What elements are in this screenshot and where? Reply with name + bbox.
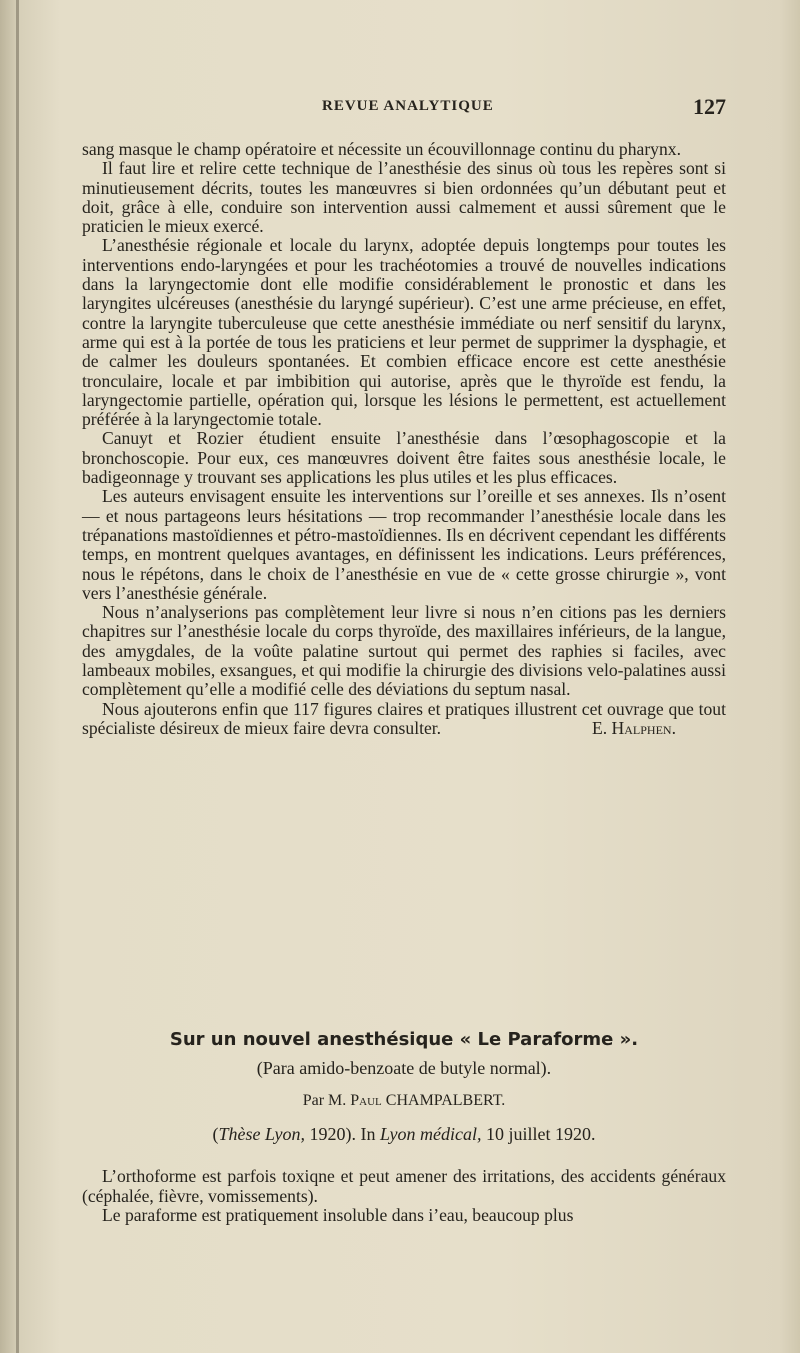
- review-heading-block: [82, 1028, 726, 1146]
- paragraph-1: sang masque le champ opératoire et nécessite un écouvillonnage continu du pharynx.: [82, 139, 681, 159]
- author-first-name: Paul: [350, 1092, 382, 1109]
- review-subtitle: (Para amido-benzoate de butyle normal).: [256, 1058, 552, 1078]
- author-prefix: Par M.: [302, 1092, 347, 1109]
- review-source: [82, 1122, 726, 1146]
- reviewer-signature: E. Halphen.: [592, 717, 676, 738]
- page-binding-edge: [16, 0, 19, 1353]
- source-date: 10 juillet 1920.: [481, 1124, 596, 1144]
- source-open: (: [212, 1124, 219, 1144]
- review-title: Sur un nouvel anesthésique « Le Paraforme ».: [169, 1029, 639, 1050]
- paragraph-9: Le paraforme est pratiquement insoluble dans i’eau, beaucoup plus: [102, 1205, 574, 1226]
- source-journal: Lyon médical,: [380, 1124, 482, 1144]
- source-these: Thèse Lyon,: [218, 1124, 305, 1144]
- paragraph-4: Canuyt et Rozier étudient ensuite l’anesthésie dans l’œsophagoscopie et la bronchoscopie. Pour eux, ces manœuvres doivent être faites sous anesthésie locale, le badigeonnage y trouvant ses applications les plus utiles et les plus efficaces.: [82, 428, 726, 488]
- paragraph-2: Il faut lire et relire cette technique de l’anesthésie des sinus où tous les repères sont si minutieusement décrits, toutes les manœuvres si bien ordonnées qu’un débutant peut et doit, grâce à elle, conduire son intervention aussi calmement et aussi sûrement que le praticien le mieux exercé.: [82, 158, 726, 237]
- paragraph-3: L’anesthésie régionale et locale du larynx, adoptée depuis longtemps pour toutes les interventions endo-laryngées et pour les trachéotomies a trouvé de nouvelles indications dans la laryngectomie dont elle modifie considérablement le pronostic et dans les laryngites ulcéreuses (anesthésie du laryngé supérieur). C’est une arme précieuse, en effet, contre la laryngite tuberculeuse que cette anesthésie immédiate ou nerf sensitif du larynx, arme qui est à la portée de tous les praticiens et leur permet de supprimer la dysphagie, et de calmer les douleurs spontanées. Et combien efficace encore est cette anesthésie tronculaire, locale et par imbibition qui autorise, après que le thyroïde est fendu, la laryngectomie partielle, opération qui, lorsque les lésions le permettent, est actuellement préférée à la laryngectomie totale.: [82, 235, 726, 430]
- review-author: [82, 1090, 726, 1112]
- paragraph-8: L’orthoforme est parfois toxiqne et peut amener des irritations, des accidents généraux (céphalée, fièvre, vomissements).: [82, 1166, 726, 1206]
- review-2-body: [82, 1167, 726, 1226]
- source-mid: 1920). In: [305, 1124, 380, 1144]
- running-title: REVUE ANALYTIQUE: [322, 98, 494, 114]
- page-number: 127: [693, 94, 726, 119]
- paragraph-6: Nous n’analyserions pas complètement leur livre si nous n’en citions pas les derniers chapitres sur l’anesthésie locale du corps thyroïde, des maxillaires inférieurs, de la langue, des amygdales, de la voûte palatine surtout qui permet des raphies si faciles, avec lambeaux mobiles, exsangues, et qui modifie la chirurgie des divisions velo-palatines aussi complètement qu’elle a modifié celle des déviations du septum nasal.: [82, 602, 726, 700]
- paragraph-7: Nous ajouterons enfin que 117 figures claires et pratiques illustrent cet ouvrage que tout spécialiste désireux de mieux faire devra consulter.: [82, 698, 726, 738]
- running-head: [82, 94, 726, 120]
- review-body: [82, 140, 726, 738]
- paragraph-5: Les auteurs envisagent ensuite les interventions sur l’oreille et ses annexes. Ils n’osent — et nous partageons leurs hésitations — trop recommander l’anesthésie locale dans les trépanations mastoïdiennes et pétro-mastoïdiennes. Ils en décrivent cependant les différents temps, en montrent quelques avantages, en définissent les indications. Leurs préférences, nous le répétons, dans le choix de l’anesthésie en vue de « cette grosse chirurgie », vont vers l’anesthésie générale.: [82, 486, 726, 603]
- author-last-name: CHAMPALBERT.: [385, 1092, 506, 1109]
